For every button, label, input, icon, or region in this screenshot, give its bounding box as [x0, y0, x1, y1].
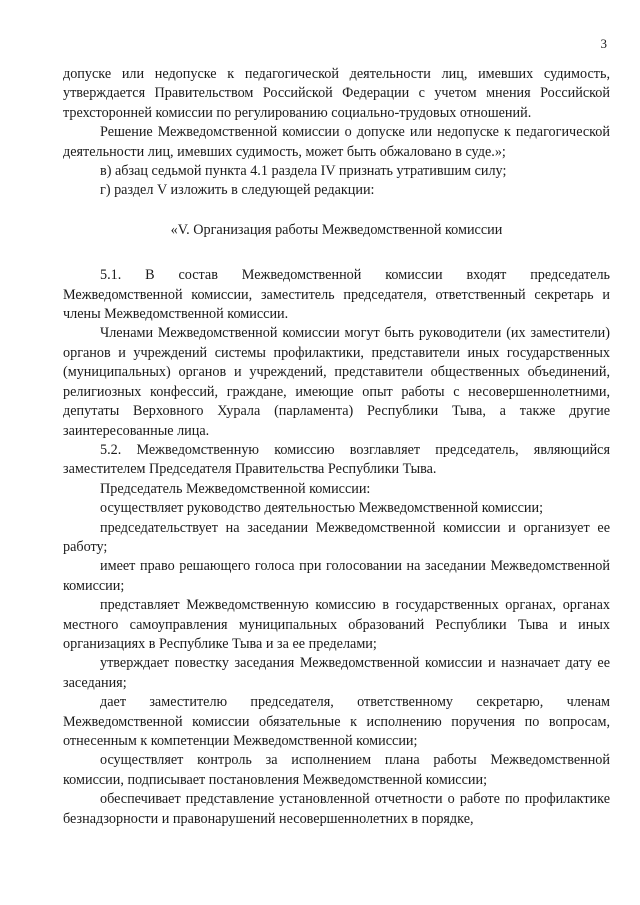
paragraph-continuation: допуске или недопуске к педагогической деятельности лиц, имевших судимость, утверждается Правительством Российской Федерации с учетом мнения Российской трехсторонней комиссии по регулированию социально-трудовых отношений. — [63, 66, 610, 121]
list-item-duty: обеспечивает представление установленной отчетности о работе по профилактике безнадзорности и правонарушений несовершеннолетних в порядке, — [63, 791, 610, 827]
paragraph-amendment-g: г) раздел V изложить в следующей редакции: — [100, 182, 375, 199]
paragraph-appeal: Решение Межведомственной комиссии о допуске или недопуске к педагогической деятельности лиц, имевших судимость, может быть обжаловано в суде.»; — [63, 124, 610, 160]
paragraph-members: Членами Межведомственной комиссии могут быть руководители (их заместители) органов и учреждений системы профилактики, представители иных государственных (муниципальных) органов и учреждений, представители общественных объединений, религиозных конфессий, граждане, имеющие опыт работы с несовершеннолетними, депутаты Верховного Хурала (парламента) Республики Тыва, а также другие заинтересованные лица. — [63, 325, 610, 439]
list-item-duty: осуществляет контроль за исполнением плана работы Межведомственной комиссии, подписывает постановления Межведомственной комиссии; — [63, 752, 610, 788]
section-heading: «V. Организация работы Межведомственной комиссии — [170, 221, 503, 238]
page-number: 3 — [600, 36, 607, 51]
list-item-duty: председательствует на заседании Межведомственной комиссии и организует ее работу; — [63, 519, 610, 555]
paragraph-chair-intro: Председатель Межведомственной комиссии: — [100, 480, 371, 497]
list-item-duty: утверждает повестку заседания Межведомственной комиссии и назначает дату ее заседания; — [63, 655, 610, 691]
paragraph-5-2: 5.2. Межведомственную комиссию возглавляет председатель, являющийся заместителем Председателя Правительства Республики Тыва. — [63, 441, 610, 478]
list-item-duty: имеет право решающего голоса при голосовании на заседании Межведомственной комиссии; — [63, 558, 610, 594]
list-item-duty: дает заместителю председателя, ответственному секретарю, членам Межведомственной комиссии обязательные к исполнению поручения по вопросам, отнесенным к компетенции Межведомственной комиссии; — [63, 694, 610, 749]
document-body — [63, 65, 610, 829]
paragraph-5-1: 5.1. В состав Межведомственной комиссии входят председатель Межведомственной комиссии, заместитель председателя, ответственный секретарь и члены Межведомственной комиссии. — [63, 267, 610, 323]
paragraph-amendment-v: в) абзац седьмой пункта 4.1 раздела IV признать утратившим силу; — [100, 163, 507, 180]
list-item-duty: осуществляет руководство деятельностью Межведомственной комиссии; — [100, 500, 544, 517]
list-item-duty: представляет Межведомственную комиссию в государственных органах, органах местного самоуправления муниципальных образований Республики Тыва и иных организациях в Республике Тыва и за ее пределами; — [63, 597, 610, 652]
